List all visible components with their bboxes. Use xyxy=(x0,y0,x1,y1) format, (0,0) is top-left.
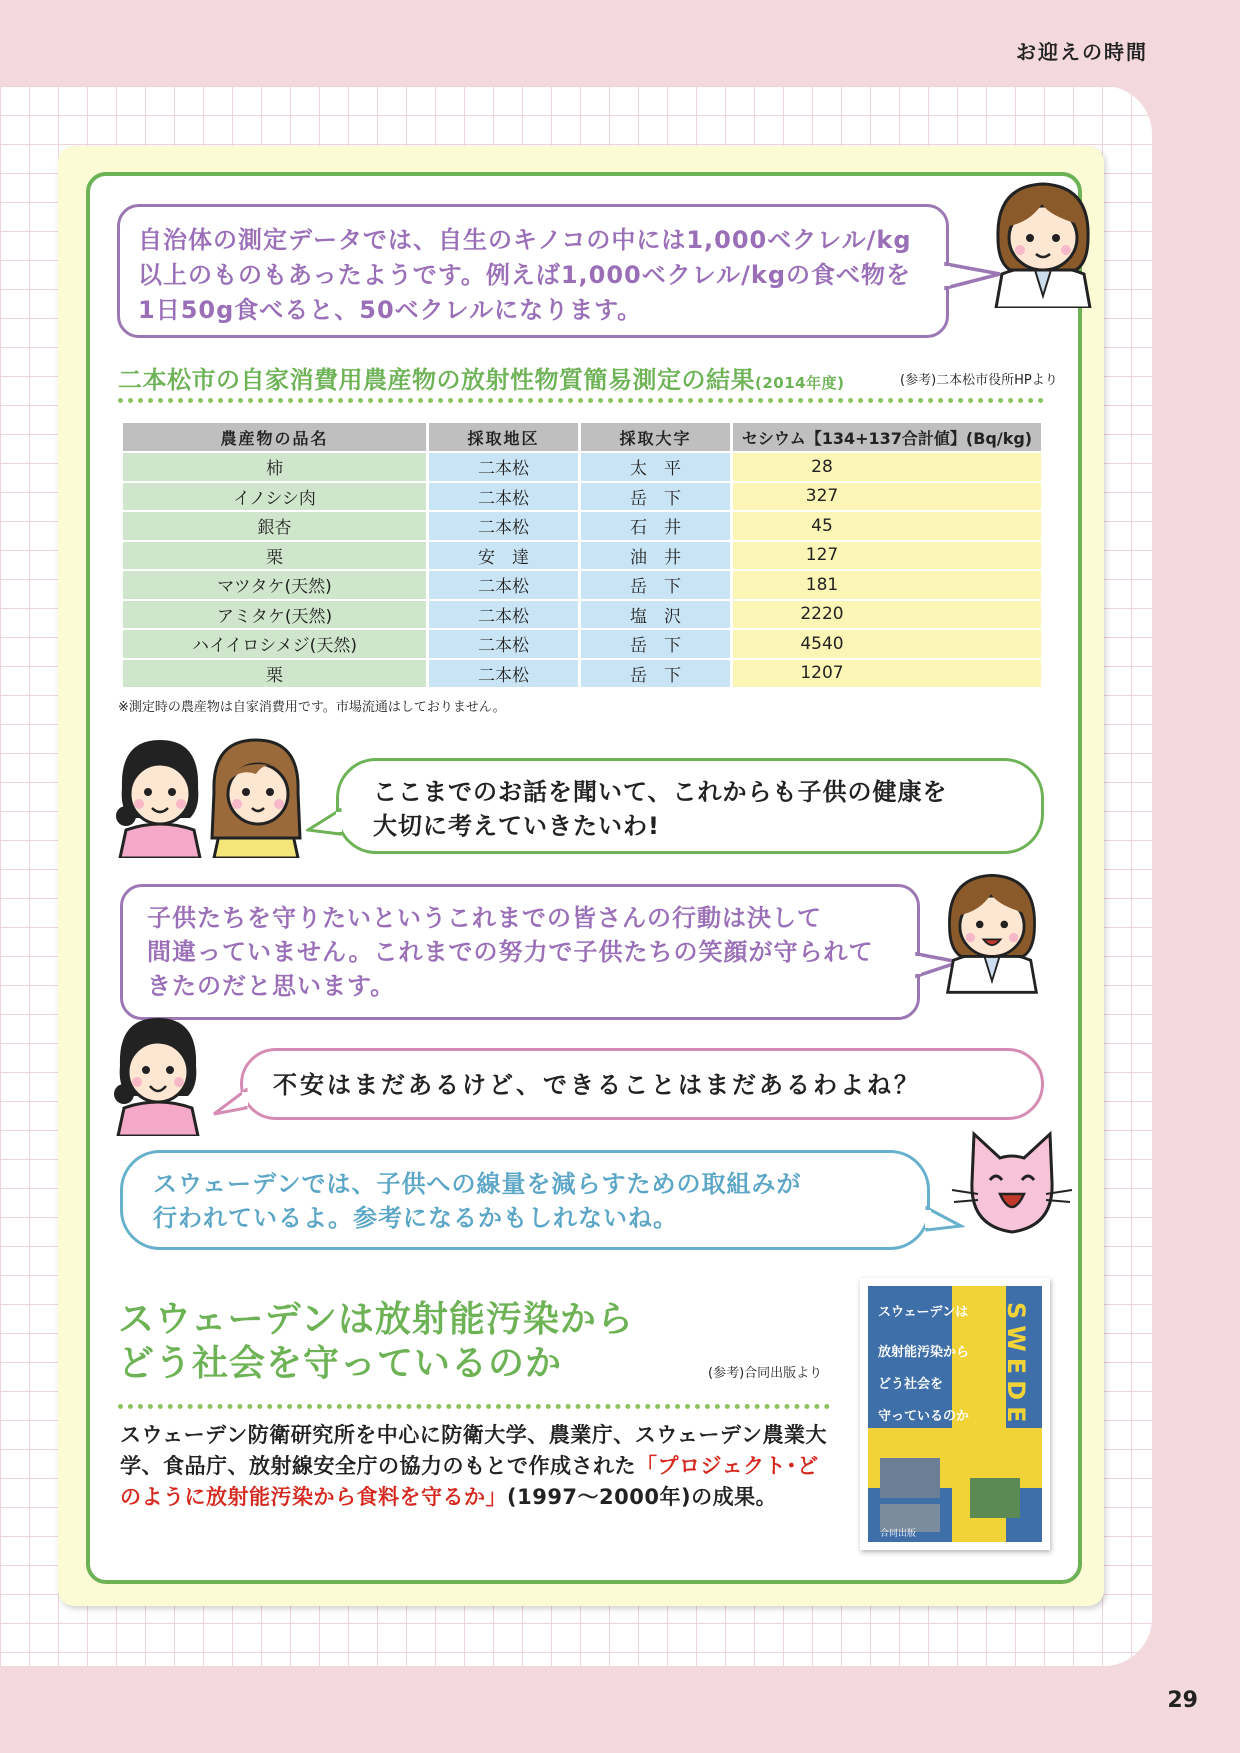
cell-place: 岳 下 xyxy=(581,483,730,511)
table-row xyxy=(123,512,1041,540)
book-cover-image xyxy=(860,1278,1050,1550)
bubble-line: 子供たちを守りたいというこれまでの皆さんの行動は決して xyxy=(147,904,822,932)
bubble-tail xyxy=(212,1088,248,1118)
cell-item: 銀杏 xyxy=(123,512,426,540)
cell-area: 二本松 xyxy=(429,453,578,481)
cell-area: 二本松 xyxy=(429,601,578,629)
doctor-avatar xyxy=(990,178,1096,308)
project-title-highlight: 「プロジェクト･どのように放射能汚染から食料を守るか」 xyxy=(120,1454,819,1509)
cell-place: 岳 下 xyxy=(581,660,730,688)
speech-bubble-mother xyxy=(240,1048,1044,1120)
bubble-line: きたのだと思います。 xyxy=(147,972,396,1000)
book-reference: (参考)合同出版より xyxy=(708,1366,823,1381)
cover-title: 守っているのか xyxy=(878,1409,970,1424)
cell-area: 安 達 xyxy=(429,542,578,570)
cell-cesium: 2220 xyxy=(733,601,1041,629)
cover-title: 放射能汚染から xyxy=(878,1345,970,1360)
cell-cesium: 4540 xyxy=(733,630,1041,658)
cat-avatar xyxy=(950,1128,1074,1240)
dotted-divider xyxy=(118,398,1044,403)
bubble-tail xyxy=(306,808,342,838)
book-title-line: どう社会を守っているのか xyxy=(118,1343,563,1384)
table-note: ※測定時の農産物は自家消費用です。市場流通はしておりません。 xyxy=(118,700,506,715)
description-text: スウェーデン防衛研究所を中心に防衛大学、農業庁、スウェーデン農業大学、食品庁、放射線安全庁の協力のもとで作成された xyxy=(120,1423,827,1478)
table-row xyxy=(123,542,1041,570)
speech-bubble-cat xyxy=(120,1150,930,1250)
measurement-table xyxy=(120,421,1044,689)
table-title xyxy=(118,360,844,395)
table-row xyxy=(123,630,1041,658)
table-reference: (参考)二本松市役所HPより xyxy=(900,373,1058,388)
bubble-line: 1日50g食べると、50ベクレルになります。 xyxy=(138,296,643,324)
book-cover-art xyxy=(860,1278,1050,1550)
book-title-line: スウェーデンは放射能汚染から xyxy=(118,1299,634,1340)
cell-item: マツタケ(天然) xyxy=(123,571,426,599)
cell-cesium: 127 xyxy=(733,542,1041,570)
table-row xyxy=(123,660,1041,688)
cell-area: 二本松 xyxy=(429,512,578,540)
table-header-area: 採取地区 xyxy=(429,423,578,451)
bubble-line: 行われているよ。参考になるかもしれないね。 xyxy=(153,1204,678,1232)
table-row xyxy=(123,483,1041,511)
cell-cesium: 45 xyxy=(733,512,1041,540)
cell-place: 太 平 xyxy=(581,453,730,481)
table-row xyxy=(123,453,1041,481)
cell-place: 塩 沢 xyxy=(581,601,730,629)
cell-cesium: 327 xyxy=(733,483,1041,511)
page-number: 29 xyxy=(1167,1688,1198,1713)
cell-cesium: 28 xyxy=(733,453,1041,481)
bubble-line: 大切に考えていきたいわ! xyxy=(373,812,660,840)
cell-place: 岳 下 xyxy=(581,571,730,599)
table-header-place: 採取大字 xyxy=(581,423,730,451)
book-section-title xyxy=(118,1298,634,1386)
table-row xyxy=(123,571,1041,599)
mother-avatar-2 xyxy=(206,734,306,858)
cover-vertical-text: SWEDEN xyxy=(1002,1302,1030,1455)
cover-publisher: 合同出版 xyxy=(880,1529,917,1539)
table-row xyxy=(123,601,1041,629)
bubble-line: 自治体の測定データでは、自生のキノコの中には1,000ベクレル/kg xyxy=(138,226,912,254)
cell-area: 二本松 xyxy=(429,660,578,688)
book-description xyxy=(120,1420,840,1513)
cell-cesium: 1207 xyxy=(733,660,1041,688)
description-text-end: (1997〜2000年)の成果。 xyxy=(507,1485,778,1509)
cell-item: 栗 xyxy=(123,660,426,688)
cell-item: アミタケ(天然) xyxy=(123,601,426,629)
bubble-line: 以上のものもあったようです。例えば1,000ベクレル/kgの食べ物を xyxy=(138,261,912,289)
cell-place: 岳 下 xyxy=(581,630,730,658)
cell-cesium: 181 xyxy=(733,571,1041,599)
bubble-line: 不安はまだあるけど、できることはまだあるわよね？ xyxy=(273,1071,921,1099)
cover-title: どう社会を xyxy=(878,1377,944,1392)
speech-bubble-mothers xyxy=(336,758,1044,854)
cell-area: 二本松 xyxy=(429,630,578,658)
doctor-avatar-2 xyxy=(942,866,1042,996)
speech-bubble-doctor-1 xyxy=(117,204,949,338)
bubble-line: 間違っていません。これまでの努力で子供たちの笑顔が守られて xyxy=(147,938,874,966)
cell-area: 二本松 xyxy=(429,483,578,511)
bubble-line: スウェーデンでは、子供への線量を減らすための取組みが xyxy=(153,1170,802,1198)
cell-item: 柿 xyxy=(123,453,426,481)
table-title-year: (2014年度) xyxy=(755,374,845,392)
cell-place: 油 井 xyxy=(581,542,730,570)
table-title-text: 二本松市の自家消費用農産物の放射性物質簡易測定の結果 xyxy=(118,366,755,394)
cell-item: ハイイロシメジ(天然) xyxy=(123,630,426,658)
cover-title: スウェーデンは xyxy=(878,1305,969,1320)
mother-avatar xyxy=(112,734,208,858)
cell-place: 石 井 xyxy=(581,512,730,540)
speech-bubble-doctor-2 xyxy=(120,884,920,1020)
cell-area: 二本松 xyxy=(429,571,578,599)
table-header-cesium: セシウム【134+137合計値】(Bq/kg) xyxy=(733,423,1041,451)
mother-avatar-3 xyxy=(110,1012,206,1136)
cell-item: 栗 xyxy=(123,542,426,570)
table-header-item: 農産物の品名 xyxy=(123,423,426,451)
section-header: お迎えの時間 xyxy=(1016,40,1148,64)
cell-item: イノシシ肉 xyxy=(123,483,426,511)
bubble-line: ここまでのお話を聞いて、これからも子供の健康を xyxy=(373,778,948,806)
dotted-divider xyxy=(118,1404,830,1409)
